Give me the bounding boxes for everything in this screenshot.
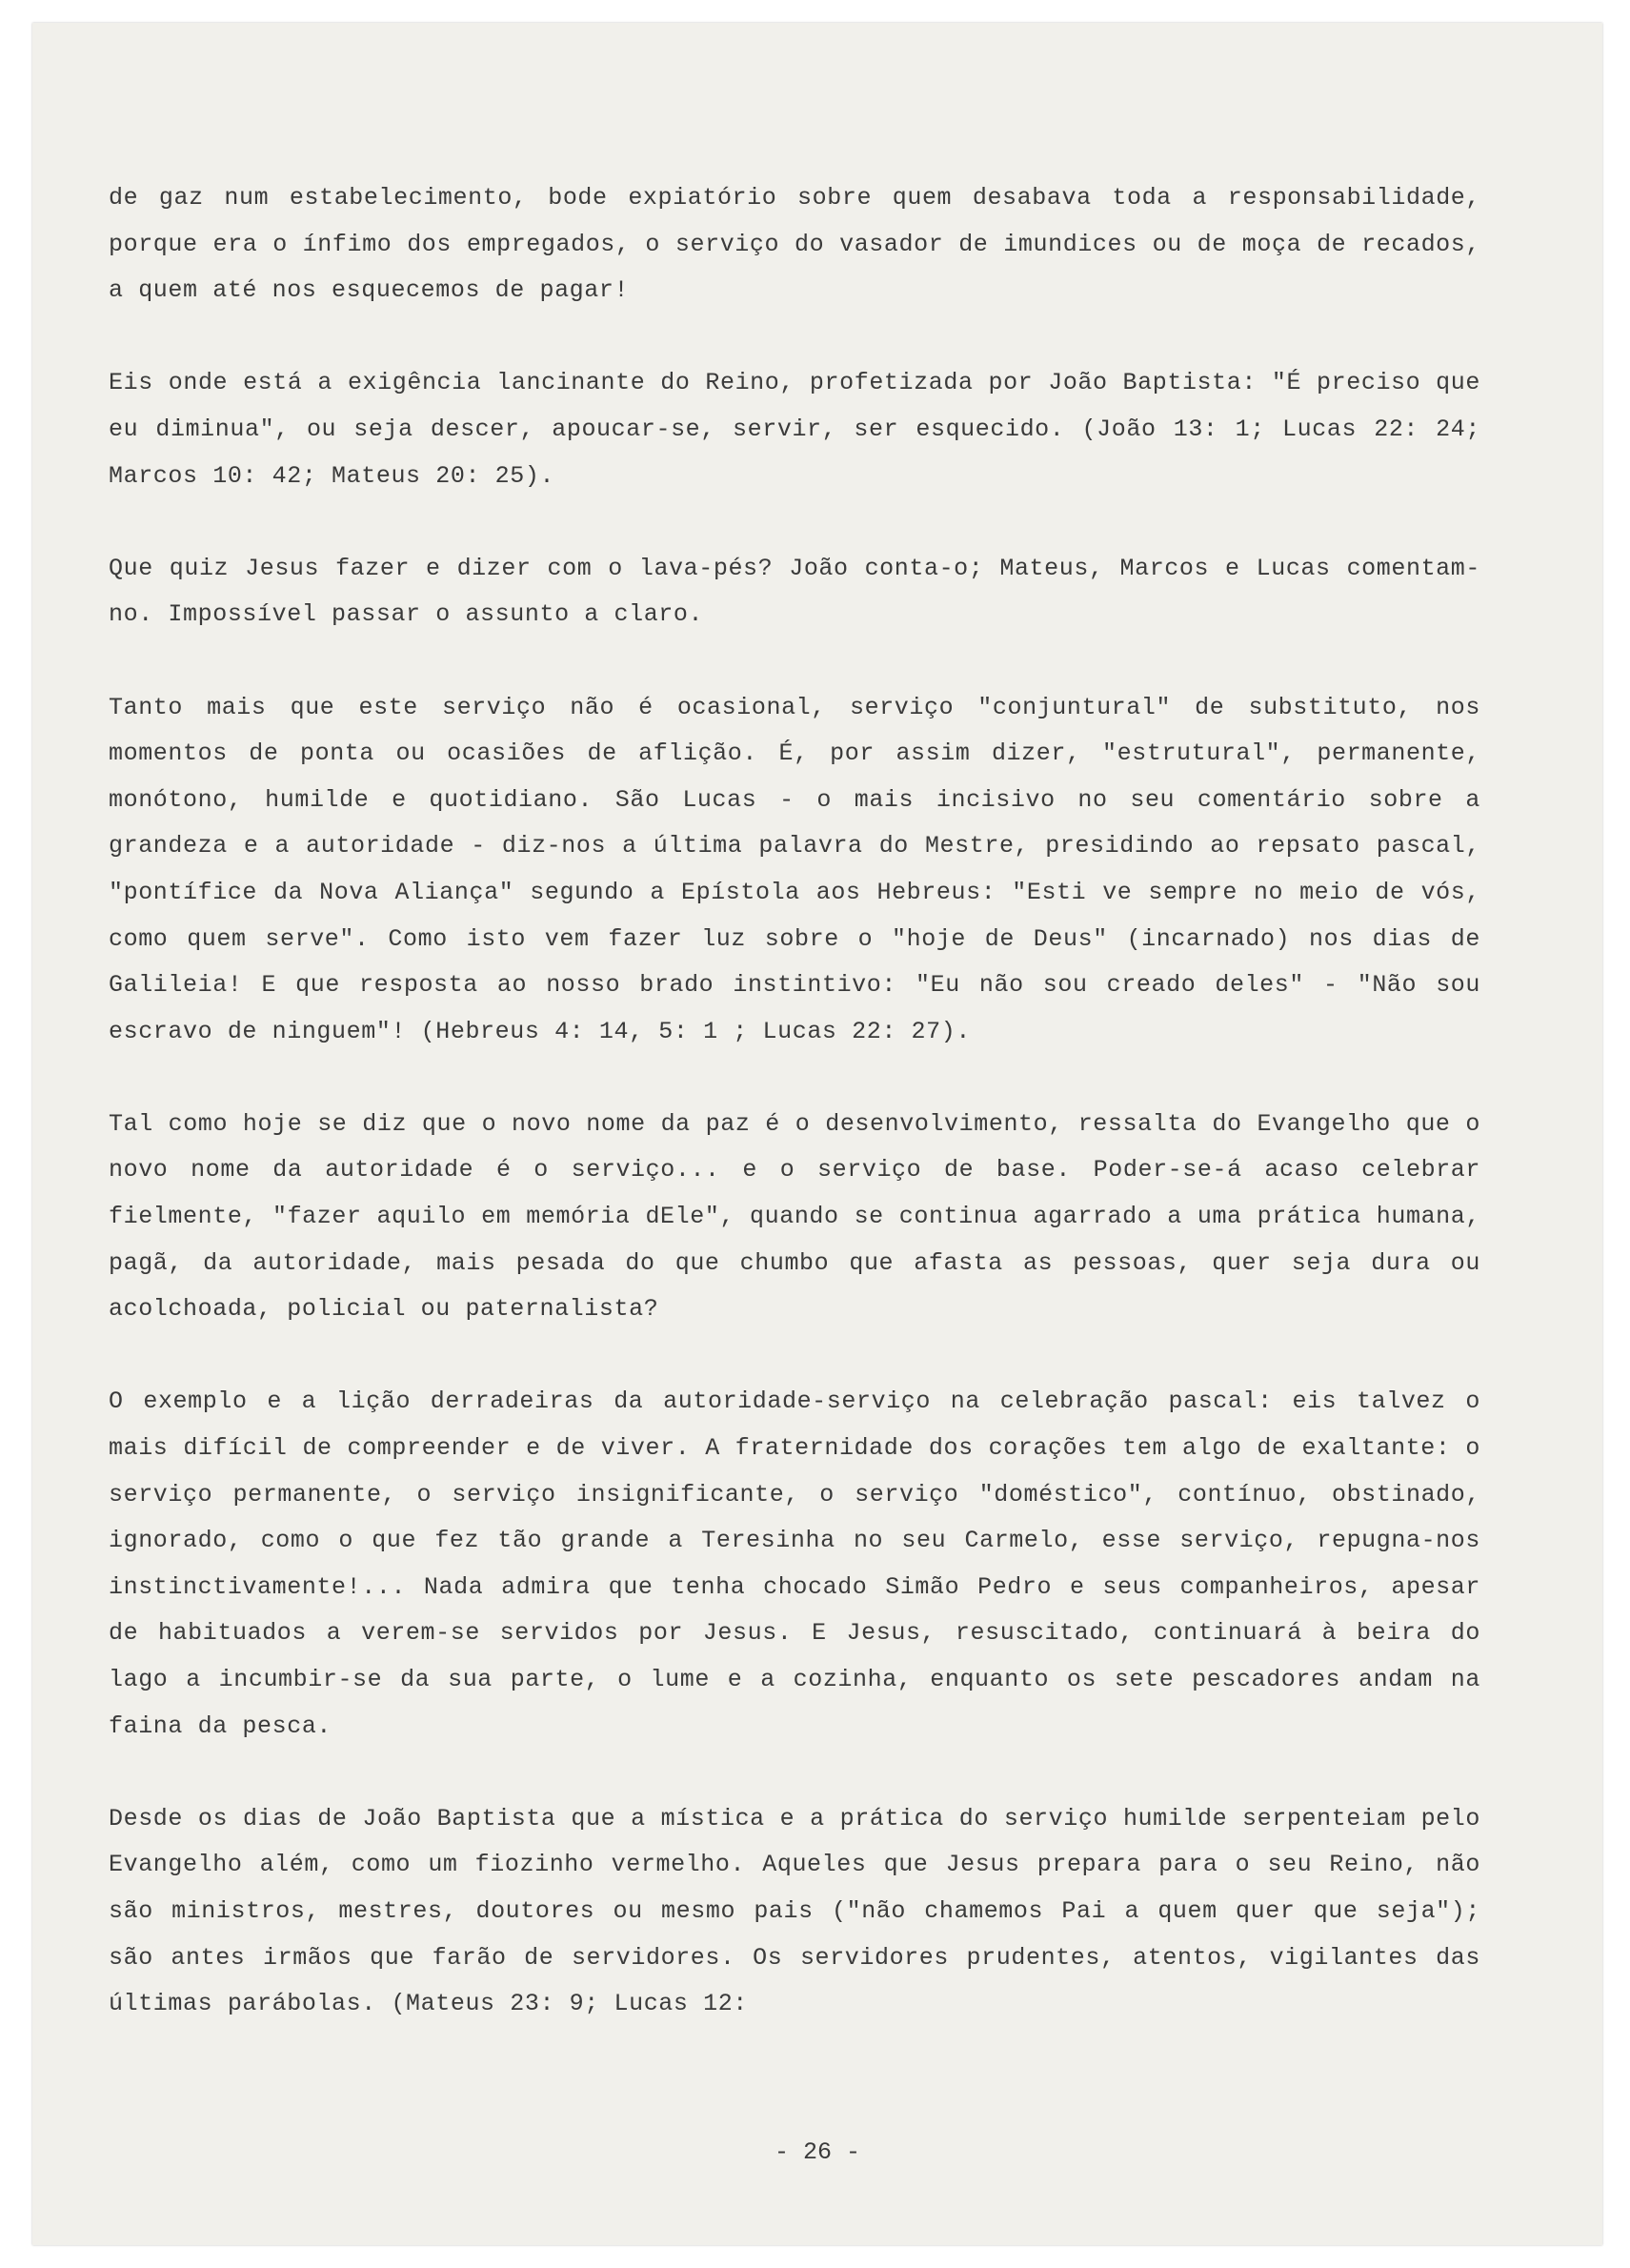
paragraph-4: Tanto mais que este serviço não é ocasional, serviço "conjuntural" de substituto, nos momentos de ponta ou ocasiões de aflição. É, por assim dizer, "estrutural", permanente, monótono, humilde e quotidiano. São Lucas - o mais incisivo no seu comentário sobre a grandeza e a autoridade - diz-nos a última palavra do Mestre, presidindo ao repsato pascal, "pontífice da Nova Aliança" segundo a Epístola aos Hebreus: "Esti ve sempre no meio de vós, como quem serve". Como isto vem fazer luz sobre o "hoje de Deus" (incarnado) nos dias de Galileia! E que resposta ao nosso brado instintivo: "Eu não sou creado deles" - "Não sou escravo de ninguem"! (Hebreus 4: 14, 5: 1 ; Lucas 22: 27). xyxy=(109,693,1480,1045)
paragraph-1: de gaz num estabelecimento, bode expiatório sobre quem desabava toda a responsabilidade, porque era o ínfimo dos empregados, o serviço do vasador de imundices ou de moça de recados, a quem até nos esquecemos de pagar! xyxy=(109,184,1480,305)
paragraph-7: Desde os dias de João Baptista que a mística e a prática do serviço humilde serpenteiam pelo Evangelho além, como um fiozinho vermelho. Aqueles que Jesus prepara para o seu Reino, não são ministros, mestres, doutores ou mesmo pais ("não chamemos Pai a quem quer que seja"); são antes irmãos que farão de servidores. Os servidores prudentes, atentos, vigilantes das últimas parábolas. (Mateus 23: 9; Lucas 12: xyxy=(109,1804,1480,2018)
paragraph-6: O exemplo e a lição derradeiras da autoridade-serviço na celebração pascal: eis talvez o mais difícil de compreender e de viver. A fraternidade dos corações tem algo de exaltante: o serviço permanente, o serviço insignificante, o serviço "doméstico", contínuo, obstinado, ignorado, como o que fez tão grande a Teresinha no seu Carmelo, esse serviço, repugna-nos instinctivamente!... Nada admira que tenha chocado Simão Pedro e seus companheiros, apesar de habituados a verem-se servidos por Jesus. E Jesus, resuscitado, continuará à beira do lago a incumbir-se da sua parte, o lume e a cozinha, enquanto os sete pescadores andam na faina da pesca. xyxy=(109,1387,1480,1740)
paragraph-5: Tal como hoje se diz que o novo nome da paz é o desenvolvimento, ressalta do Evangelho que o novo nome da autoridade é o serviço... e o serviço de base. Poder-se-á acaso celebrar fielmente, "fazer aquilo em memória dEle", quando se continua agarrado a uma prática humana, pagã, da autoridade, mais pesada do que chumbo que afasta as pessoas, quer seja dura ou acolchoada, policial ou paternalista? xyxy=(109,1109,1480,1324)
paragraph-3: Que quiz Jesus fazer e dizer com o lava-pés? João conta-o; Mateus, Marcos e Lucas comentam-no. Impossível passar o assunto a claro. xyxy=(109,554,1480,629)
paragraph-2: Eis onde está a exigência lancinante do Reino, profetizada por João Baptista: "É preciso que eu diminua", ou seja descer, apoucar-se, servir, ser esquecido. (João 13: 1; Lucas 22: 24; Marcos 10: 42; Mateus 20: 25). xyxy=(109,369,1480,490)
document-page xyxy=(32,23,1602,2245)
page-number: - 26 - xyxy=(774,2138,860,2166)
body-text xyxy=(109,175,1480,2074)
